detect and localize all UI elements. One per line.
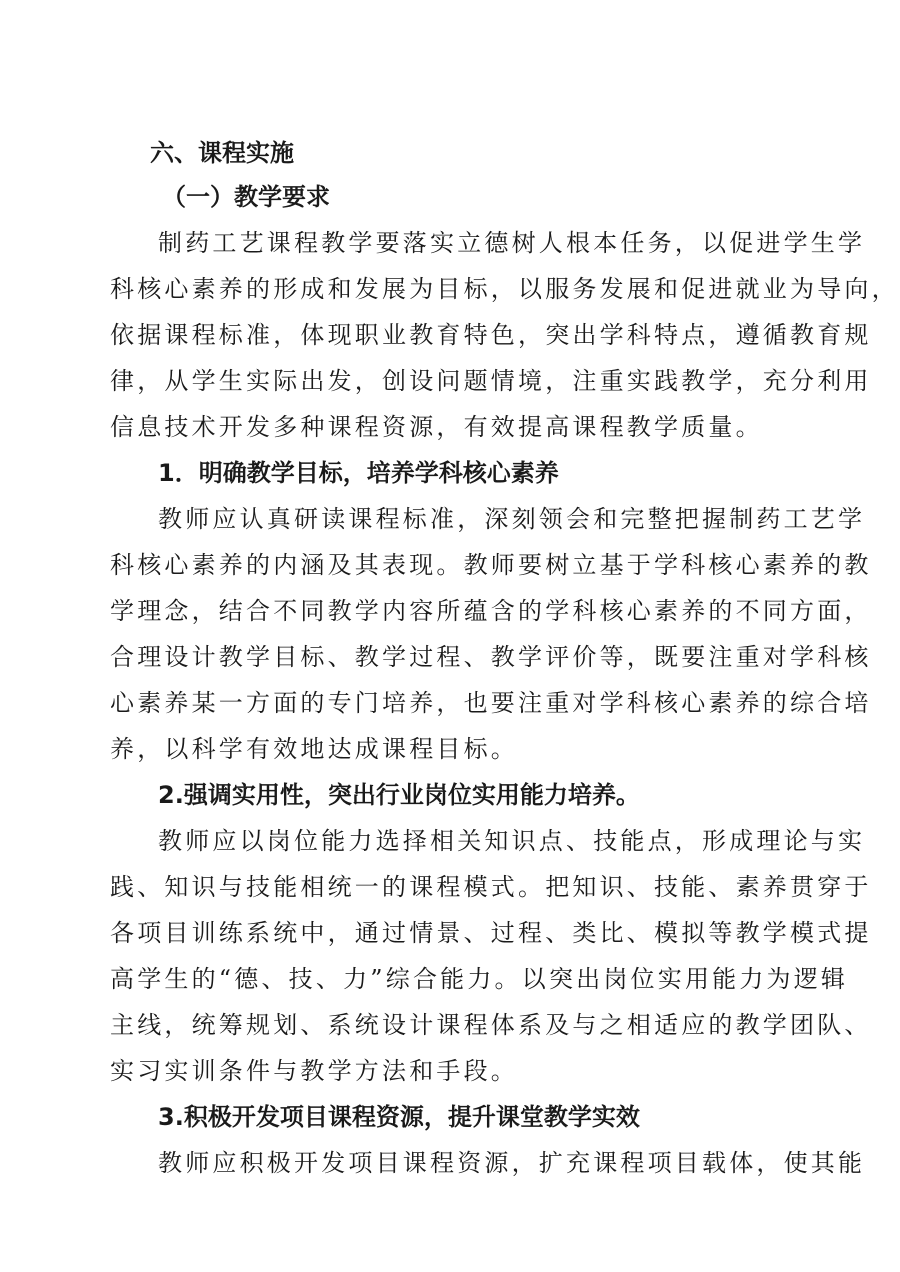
intro-line-3: 依据课程标准，体现职业教育特色，突出学科特点，遵循教育规 [110, 321, 872, 349]
intro-line-4: 律，从学生实际出发，创设问题情境，注重实践教学，充分利用 [110, 367, 872, 395]
item2-line-6: 实习实训条件与教学方法和手段。 [110, 1057, 518, 1085]
subsection-title: （一）教学要求 [162, 183, 330, 211]
item1-line-4: 合理设计教学目标、教学过程、教学评价等，既要注重对学科核 [110, 643, 872, 671]
item3-title: 3.积极开发项目课程资源，提升课堂教学实效 [158, 1103, 640, 1131]
intro-line-5: 信息技术开发多种课程资源，有效提高课程教学质量。 [110, 413, 763, 441]
item2-line-2: 践、知识与技能相统一的课程模式。把知识、技能、素养贯穿于 [110, 873, 872, 901]
item1-line-2: 科核心素养的内涵及其表现。教师要树立基于学科核心素养的教 [110, 551, 872, 579]
item1-line-6: 养，以科学有效地达成课程目标。 [110, 735, 518, 763]
item2-line-4: 高学生的“德、技、力”综合能力。以突出岗位实用能力为逻辑 [110, 965, 849, 993]
item2-line-5: 主线，统筹规划、系统设计课程体系及与之相适应的教学团队、 [110, 1011, 872, 1039]
item3-line-1: 教师应积极开发项目课程资源，扩充课程项目载体，使其能 [158, 1149, 866, 1177]
item1-line-5: 心素养某一方面的专门培养，也要注重对学科核心素养的综合培 [110, 689, 872, 717]
item1-line-3: 学理念，结合不同教学内容所蕴含的学科核心素养的不同方面， [110, 597, 872, 625]
item2-line-3: 各项目训练系统中，通过情景、过程、类比、模拟等教学模式提 [110, 919, 872, 947]
item1-line-1: 教师应认真研读课程标准，深刻领会和完整把握制药工艺学 [158, 505, 866, 533]
item1-title: 1．明确教学目标，培养学科核心素养 [158, 459, 559, 487]
item2-title: 2.强调实用性，突出行业岗位实用能力培养。 [158, 781, 640, 809]
section-title: 六、课程实施 [150, 139, 294, 167]
intro-line-2: 科核心素养的形成和发展为目标，以服务发展和促进就业为导向， [110, 275, 899, 303]
intro-line-1: 制药工艺课程教学要落实立德树人根本任务，以促进学生学 [158, 229, 866, 257]
item2-line-1: 教师应以岗位能力选择相关知识点、技能点，形成理论与实 [158, 827, 866, 855]
